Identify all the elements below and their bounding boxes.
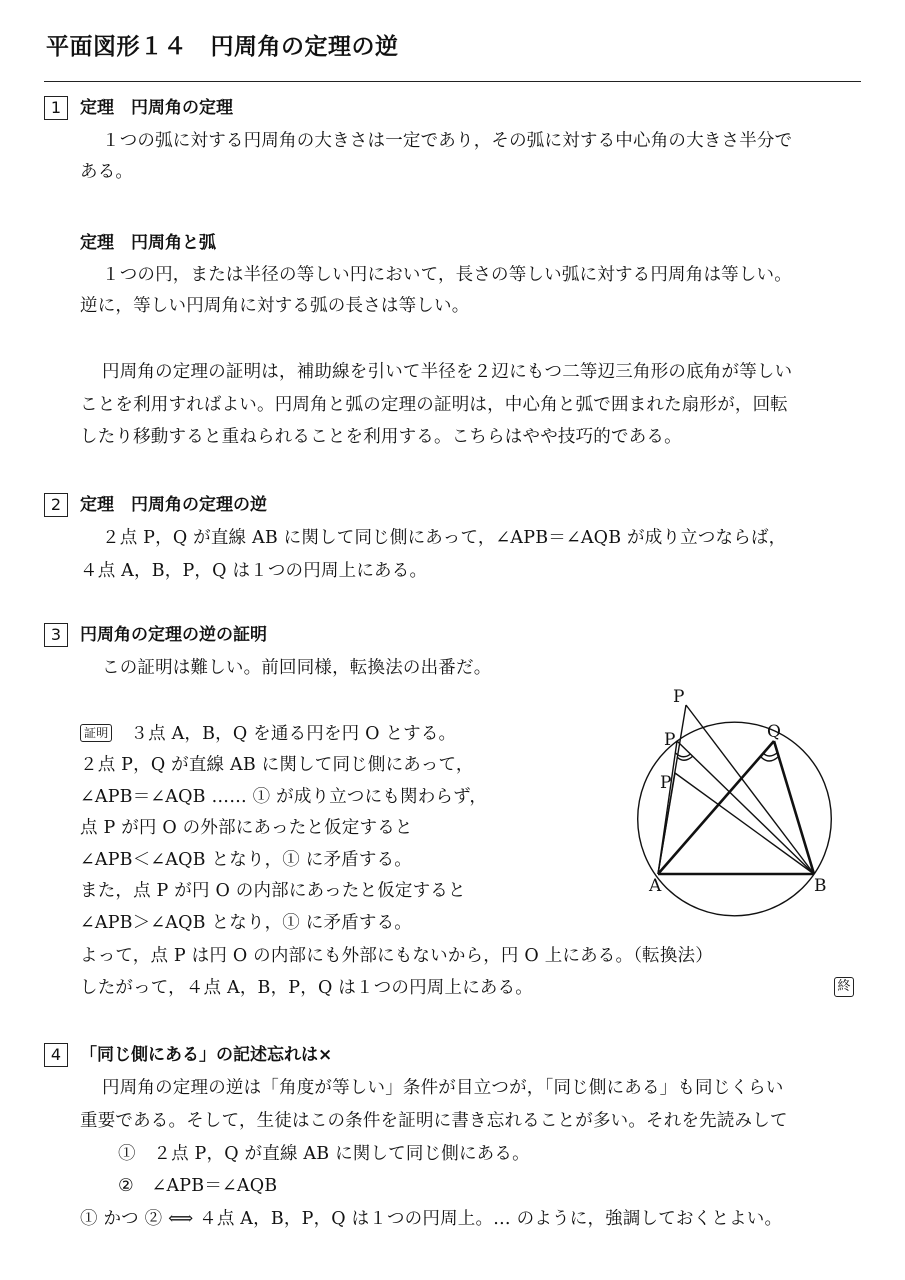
angle-arc-q-2 (761, 757, 778, 761)
proof-end-mark: 終 (834, 977, 854, 997)
proof-line (80, 721, 456, 747)
inscribed-angle-figure (628, 676, 868, 926)
note-line: 円周角の定理の証明は，補助線を引いて半径を２辺にもつ二等辺三角形の底角が等しい (102, 362, 793, 382)
label-a: A (649, 876, 662, 896)
proof-line: ∠APB＝∠AQB …… ① が成り立つにも関わらず， (80, 787, 488, 807)
proof-line: また，点 P が円 O の内部にあったと仮定すると (80, 881, 466, 901)
proof-line: よって，点 P は円 O の内部にも外部にもないから，円 O 上にある。（転換法） (80, 946, 713, 966)
body-line: ある。 (80, 162, 134, 182)
label-p-outside: P (673, 687, 685, 707)
segment-bp-inside (675, 773, 814, 874)
segment-bp-outside (686, 705, 814, 874)
proof-text: ３点 A，B，Q を通る円を円 O とする。 (130, 724, 457, 744)
proof-line: ∠APB＜∠AQB となり，① に矛盾する。 (80, 850, 412, 870)
segment-aq (658, 741, 774, 874)
body-line: 円周角の定理の逆は「角度が等しい」条件が目立つが，「同じ側にある」も同じくらい (102, 1078, 784, 1098)
proof-line: したがって，４点 A，B，P，Q は１つの円周上にある。 (80, 978, 533, 998)
label-q: Q (767, 722, 781, 742)
label-b: B (814, 876, 827, 896)
subsection-heading: 定理 円周角と弧 (80, 233, 216, 253)
body-line: ４点 A，B，P，Q は１つの円周上にある。 (80, 561, 428, 581)
body-line: １つの弧に対する円周角の大きさは一定であり，その弧に対する中心角の大きさ半分で (102, 131, 793, 151)
body-line: この証明は難しい。前回同様，転換法の出番だ。 (102, 658, 492, 678)
body-line: 重要である。そして，生徒はこの条件を証明に書き忘れることが多い。それを先読みして (80, 1111, 788, 1131)
body-line: ２点 P，Q が直線 AB に関して同じ側にあって，∠APB＝∠AQB が成り立つならば， (102, 528, 787, 548)
section-number: 1 (44, 96, 68, 120)
proof-line: ∠APB＞∠AQB となり，① に矛盾する。 (80, 913, 412, 933)
section-heading: 定理 円周角の定理 (80, 98, 233, 118)
section-heading: 円周角の定理の逆の証明 (80, 625, 267, 645)
condition-item-2: ② ∠APB＝∠AQB (118, 1176, 278, 1196)
note-line: ことを利用すればよい。円周角と弧の定理の証明は，中心角と弧で囲まれた扇形が，回転 (80, 395, 788, 415)
body-line: 逆に，等しい円周角に対する弧の長さは等しい。 (80, 296, 470, 316)
body-line: １つの円，または半径の等しい円において，長さの等しい弧に対する円周角は等しい。 (102, 265, 792, 285)
condition-item-1: ① ２点 P，Q が直線 AB に関して同じ側にある。 (118, 1144, 530, 1164)
conclusion-line: ① かつ ② ⟺ ４点 A，B，P，Q は１つの円周上。… のように，強調しておくとよい。 (80, 1209, 783, 1229)
note-line: したり移動すると重ねられることを利用する。こちらはやや技巧的である。 (80, 427, 682, 447)
title-divider (44, 81, 861, 82)
section-number: 3 (44, 623, 68, 647)
label-p-on: P (664, 730, 676, 750)
page-title: 平面図形１４ 円周角の定理の逆 (46, 34, 399, 60)
proof-badge: 証明 (80, 724, 112, 742)
proof-line: ２点 P，Q が直線 AB に関して同じ側にあって， (80, 755, 474, 775)
section-heading: 「同じ側にある」の記述忘れは× (80, 1045, 333, 1065)
section-number: 2 (44, 493, 68, 517)
section-heading: 定理 円周角の定理の逆 (80, 495, 267, 515)
section-number: 4 (44, 1043, 68, 1067)
label-p-inside: P (660, 773, 672, 793)
proof-line: 点 P が円 O の外部にあったと仮定すると (80, 818, 413, 838)
angle-arc-q (763, 753, 777, 756)
